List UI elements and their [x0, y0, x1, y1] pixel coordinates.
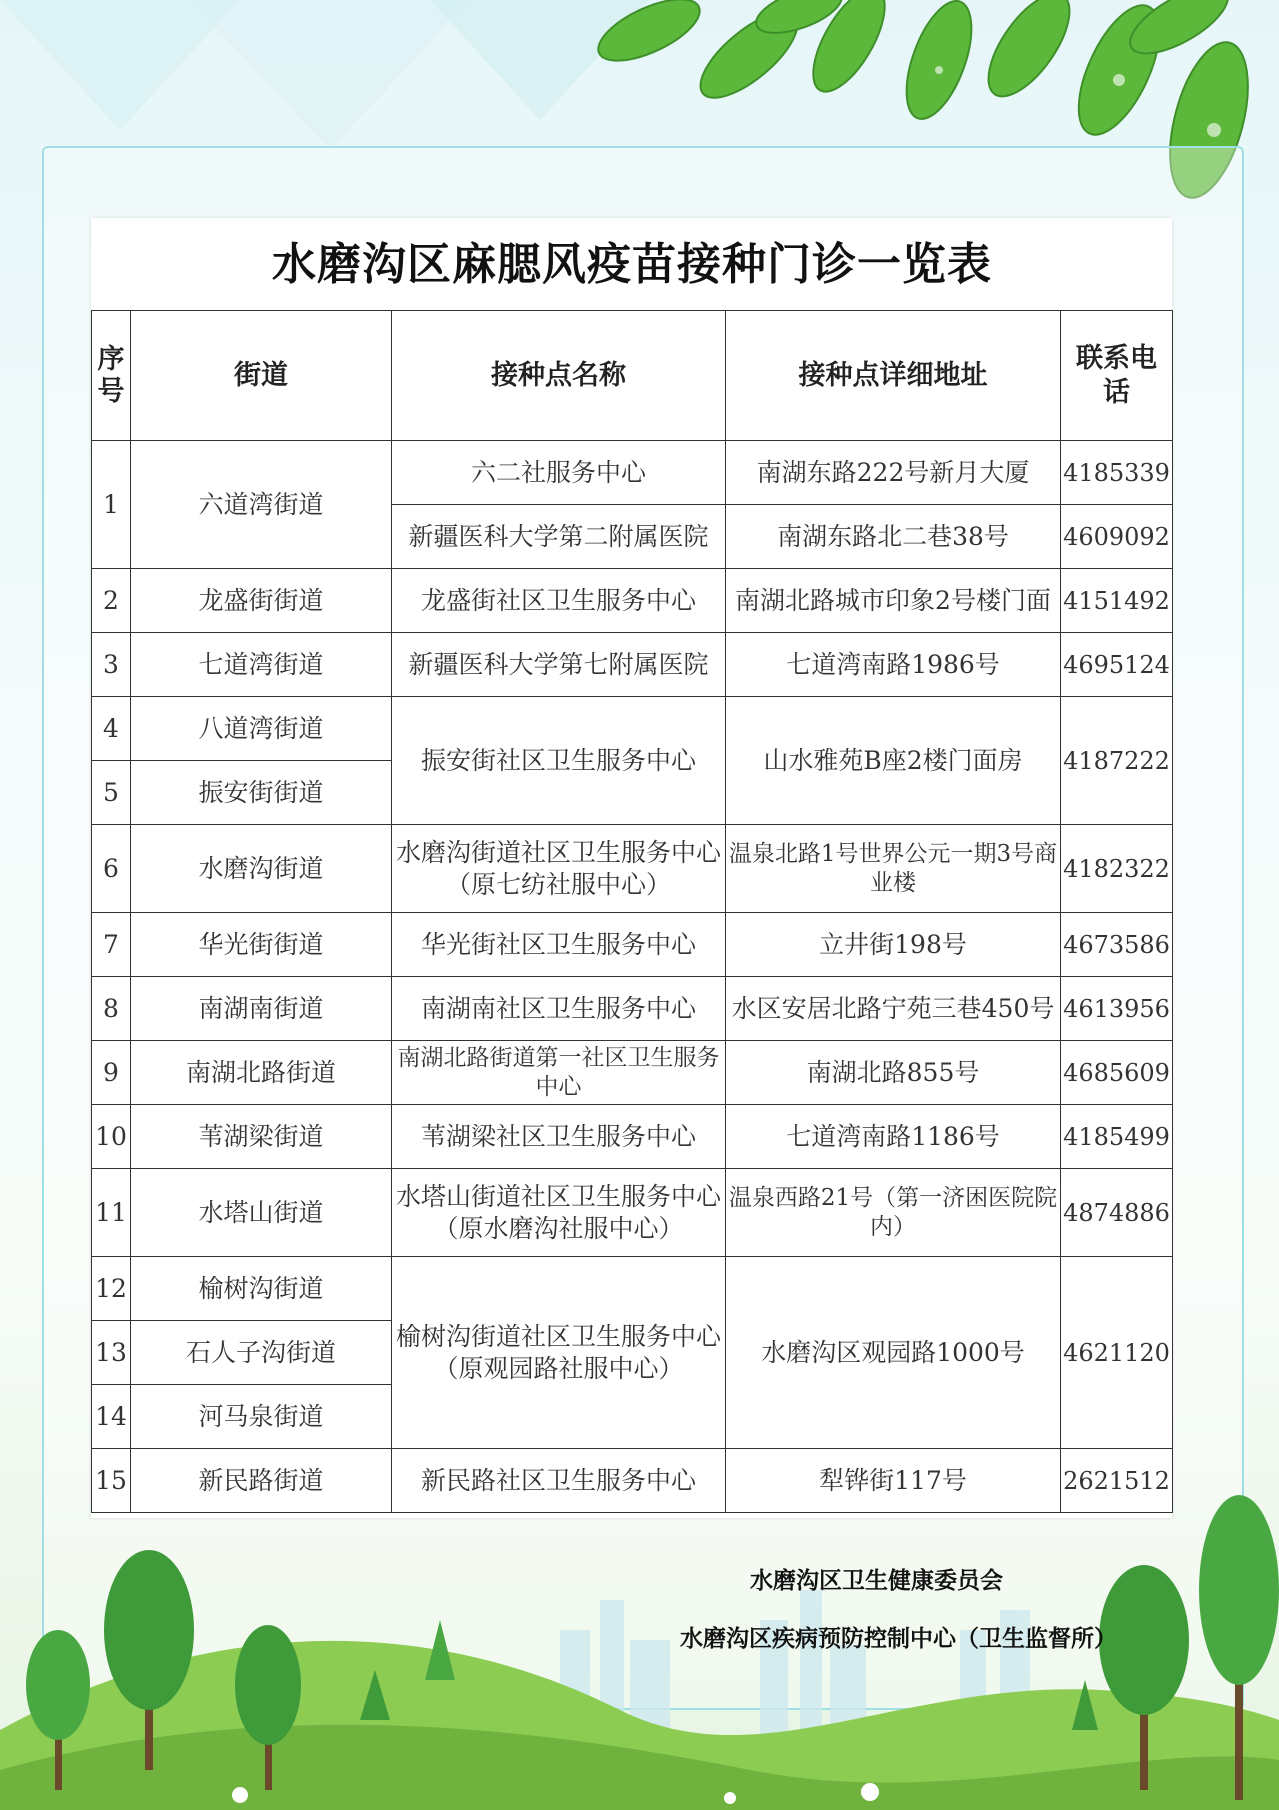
- cell-seq: 3: [92, 633, 131, 697]
- cell-site: 南湖南社区卫生服务中心: [392, 977, 726, 1041]
- cell-phone: 4609092: [1061, 505, 1173, 569]
- cell-seq: 14: [92, 1385, 131, 1449]
- cell-site: 水塔山街道社区卫生服务中心（原水磨沟社服中心）: [392, 1169, 726, 1257]
- cell-street: 石人子沟街道: [131, 1321, 392, 1385]
- cell-street: 水磨沟街道: [131, 825, 392, 913]
- cell-site: 六二社服务中心: [392, 441, 726, 505]
- cell-site: 龙盛街社区卫生服务中心: [392, 569, 726, 633]
- cell-phone: 4673586: [1061, 913, 1173, 977]
- cell-seq: 11: [92, 1169, 131, 1257]
- cell-street: 新民路街道: [131, 1449, 392, 1513]
- cell-site: 振安街社区卫生服务中心: [392, 697, 726, 825]
- footer-org-cdc: 水磨沟区疾病预防控制中心（卫生监督所）: [680, 1625, 1117, 1652]
- cell-street: 六道湾街道: [131, 441, 392, 569]
- clinic-table-card: [91, 218, 1172, 1518]
- cell-seq: 7: [92, 913, 131, 977]
- table-row: [92, 1257, 1173, 1321]
- cell-phone: 4695124: [1061, 633, 1173, 697]
- cell-address: 温泉西路21号（第一济困医院院内）: [726, 1169, 1061, 1257]
- table-row: [92, 697, 1173, 761]
- cell-site: 南湖北路街道第一社区卫生服务中心: [392, 1041, 726, 1105]
- cell-address: 南湖北路城市印象2号楼门面: [726, 569, 1061, 633]
- cell-seq: 5: [92, 761, 131, 825]
- header-seq: 序号: [92, 311, 131, 441]
- header-address: 接种点详细地址: [726, 311, 1061, 441]
- cell-seq: 9: [92, 1041, 131, 1105]
- cell-street: 苇湖梁街道: [131, 1105, 392, 1169]
- cell-address: 温泉北路1号世界公元一期3号商业楼: [726, 825, 1061, 913]
- table-row: [92, 1041, 1173, 1105]
- cell-street: 八道湾街道: [131, 697, 392, 761]
- cell-phone: 4151492: [1061, 569, 1173, 633]
- table-row: [92, 977, 1173, 1041]
- cell-site: 华光街社区卫生服务中心: [392, 913, 726, 977]
- table-row: [92, 569, 1173, 633]
- cell-seq: 1: [92, 441, 131, 569]
- cell-address: 犁铧街117号: [726, 1449, 1061, 1513]
- cell-phone: 4182322: [1061, 825, 1173, 913]
- cell-street: 华光街街道: [131, 913, 392, 977]
- cell-address: 南湖北路855号: [726, 1041, 1061, 1105]
- cell-street: 振安街街道: [131, 761, 392, 825]
- cell-site: 新民路社区卫生服务中心: [392, 1449, 726, 1513]
- cell-seq: 10: [92, 1105, 131, 1169]
- cell-site: 水磨沟街道社区卫生服务中心（原七纺社服中心）: [392, 825, 726, 913]
- table-row: [92, 1105, 1173, 1169]
- footer-org-health-commission: 水磨沟区卫生健康委员会: [750, 1567, 1003, 1594]
- table-row: [92, 825, 1173, 913]
- cell-phone: 4185499: [1061, 1105, 1173, 1169]
- cell-site: 榆树沟街道社区卫生服务中心（原观园路社服中心）: [392, 1257, 726, 1449]
- cell-address: 水磨沟区观园路1000号: [726, 1257, 1061, 1449]
- header-site: 接种点名称: [392, 311, 726, 441]
- table-row: [92, 633, 1173, 697]
- cell-phone: 4187222: [1061, 697, 1173, 825]
- table-header-row: [92, 311, 1173, 441]
- cell-street: 南湖北路街道: [131, 1041, 392, 1105]
- cell-street: 七道湾街道: [131, 633, 392, 697]
- cell-street: 河马泉街道: [131, 1385, 392, 1449]
- table-row: [92, 913, 1173, 977]
- cell-address: 山水雅苑B座2楼门面房: [726, 697, 1061, 825]
- cell-street: 榆树沟街道: [131, 1257, 392, 1321]
- cell-address: 七道湾南路1186号: [726, 1105, 1061, 1169]
- cell-phone: 2621512: [1061, 1449, 1173, 1513]
- cell-address: 南湖东路222号新月大厦: [726, 441, 1061, 505]
- cell-phone: 4185339: [1061, 441, 1173, 505]
- cell-seq: 2: [92, 569, 131, 633]
- cell-phone: 4874886: [1061, 1169, 1173, 1257]
- cell-street: 南湖南街道: [131, 977, 392, 1041]
- cell-phone: 4613956: [1061, 977, 1173, 1041]
- background-pattern-2: [190, 0, 470, 150]
- table-row: [92, 1169, 1173, 1257]
- cell-seq: 4: [92, 697, 131, 761]
- cell-site: 新疆医科大学第七附属医院: [392, 633, 726, 697]
- cell-seq: 15: [92, 1449, 131, 1513]
- cell-address: 水区安居北路宁苑三巷450号: [726, 977, 1061, 1041]
- cell-address: 南湖东路北二巷38号: [726, 505, 1061, 569]
- cell-phone: 4621120: [1061, 1257, 1173, 1449]
- cell-seq: 6: [92, 825, 131, 913]
- header-street: 街道: [131, 311, 392, 441]
- cell-street: 水塔山街道: [131, 1169, 392, 1257]
- page-title: 水磨沟区麻腮风疫苗接种门诊一览表: [92, 218, 1173, 311]
- cell-address: 立井街198号: [726, 913, 1061, 977]
- cell-phone: 4685609: [1061, 1041, 1173, 1105]
- cell-seq: 8: [92, 977, 131, 1041]
- cell-street: 龙盛街街道: [131, 569, 392, 633]
- cell-site: 新疆医科大学第二附属医院: [392, 505, 726, 569]
- cell-seq: 12: [92, 1257, 131, 1321]
- table-row: [92, 441, 1173, 505]
- clinic-table: [91, 218, 1173, 1513]
- cell-seq: 13: [92, 1321, 131, 1385]
- header-phone: 联系电话: [1061, 311, 1173, 441]
- cell-site: 苇湖梁社区卫生服务中心: [392, 1105, 726, 1169]
- cell-address: 七道湾南路1986号: [726, 633, 1061, 697]
